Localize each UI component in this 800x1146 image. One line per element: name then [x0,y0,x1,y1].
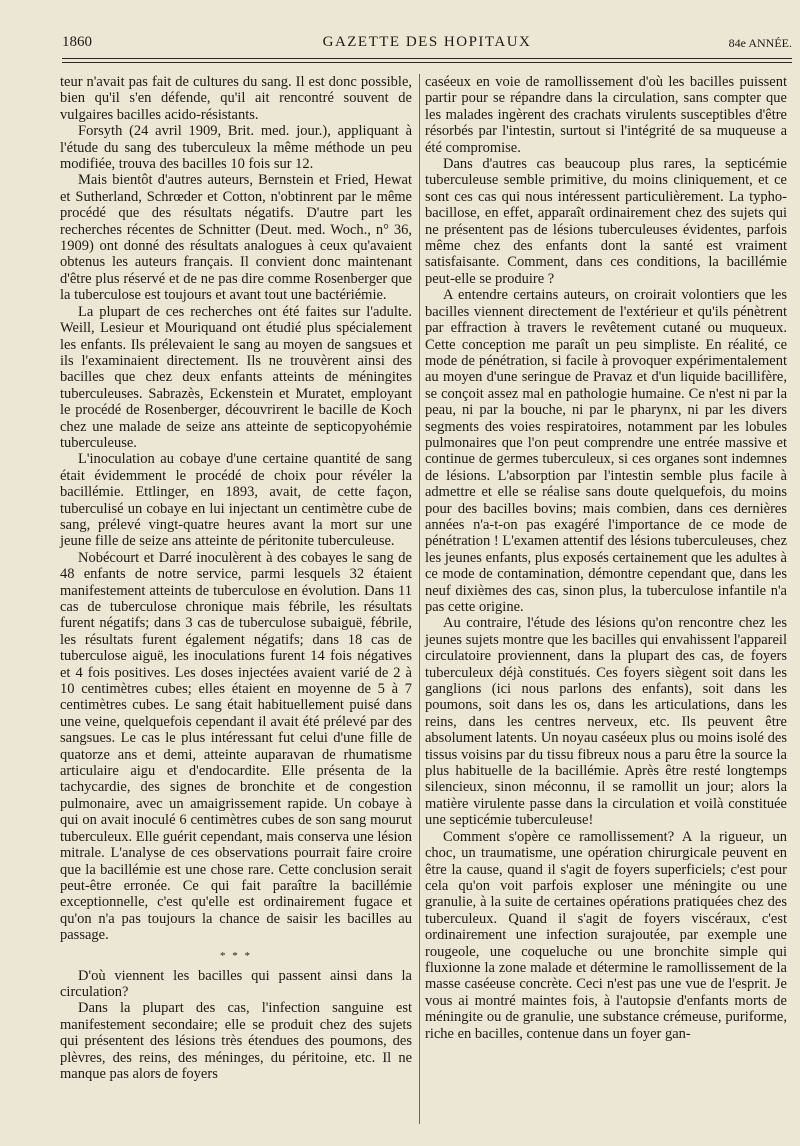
paragraph: Au contraire, l'étude des lésions qu'on rencontre chez les jeunes sujets montre que les bacilles qui envahissent l'appareil circulatoire proviennent, dans la plupart des cas, de foyers tuberculeux déjà constitués. Ces foyers siègent soit dans les ganglions (ici nous parlons des enfants), soit dans les poumons, soit dans les os, dans les articulations, dans les reins, dans les centres nerveux, etc. Ils peuvent être absolument latents. Un noyau caséeux plus ou moins isolé des tissus voisins par du tissu fibreux nous a paru être la source la plus habituelle de la bacillémie. Après être resté longtemps silencieux, sinon méconnu, il se ramollit un jour; alors la matière virulente passe dans la circulation et voilà constituée une septicémie tuberculeuse! [425,615,787,829]
paragraph: L'inoculation au cobaye d'une certaine quantité de sang était évidemment le procédé de choix pour révéler la bacillémie. Ettlinger, en 1893, avait, de cette façon, tuberculisé un cobaye en lui injectant un centimètre cube de sang, prélevé vingt-quatre heures avant la mort sur une jeune fille de seize ans atteinte de péritonite tuberculeuse. [60,451,412,550]
paragraph: Comment s'opère ce ramollissement? A la rigueur, un choc, un traumatisme, une opération chirurgicale peuvent en être la cause, quand il s'agit de foyers superficiels; c'est pour cela qu'on voit parfois exploser une méningite ou une granulie, à la suite de certaines opérations pratiquées chez des tuberculeux. Quand il s'agit de foyers viscéraux, c'est ordinairement une infection surajoutée, par exemple une rougeole, une coqueluche ou une bronchite simple qui fluxionne la zone malade et détermine le ramollissement de la masse caséeuse concrète. Ceci n'est pas une vue de l'esprit. Je vous ai montré maintes fois, à l'autopsie d'enfants morts de méningite ou de granulie, une substance crémeuse, puriforme, riche en bacilles, contenue dans un foyer gan- [425,828,787,1042]
paragraph: Dans d'autres cas beaucoup plus rares, la septicémie tuberculeuse semble primitive, du moins cliniquement, et ce sont ces cas qui nous intéressent particulièrement. La typho-bacillose, en effet, apparaît ordinairement chez des sujets qui ne présentent pas de lésions tuberculeuses évidentes, parfois même chez des enfants dont la santé est vraiment satisfaisante. Comment, dans ces conditions, la bacillémie peut-elle se produire ? [425,156,787,287]
paragraph: caséeux en voie de ramollissement d'où les bacilles puissent partir pour se répandre dans la circulation, sans compter que les malades ingèrent des crachats virulents susceptibles d'être résorbés par l'intestin, surtout si l'intégrité de sa muqueuse a été compromise. [425,74,787,156]
header-rule-double [62,62,792,63]
page-number: 1860 [62,34,92,50]
right-column [425,74,787,1042]
left-column [60,74,412,1082]
section-separator: * * * [220,949,252,962]
paragraph: Forsyth (24 avril 1909, Brit. med. jour.), appliquant à l'étude du sang des tuberculeux la même méthode un peu modifiée, trouva des bacilles 10 fois sur 12. [60,123,412,173]
paragraph: Mais bientôt d'autres auteurs, Bernstein et Fried, Hewat et Sutherland, Schrœder et Cotton, n'obtinrent par le même procédé que des résultats négatifs. D'autre part les recherches récentes de Schnitter (Deut. med. Woch., n° 36, 1909) ont donné des résultats analogues à ceux qu'avaient obtenus les auteurs français. Il convient donc maintenant d'être plus réservé et de ne pas dire comme Rosenberger que la tuberculose est toujours et avant tout une bactériémie. [60,172,412,304]
paragraph: Dans la plupart des cas, l'infection sanguine est manifestement secondaire; elle se produit chez des sujets qui présentent des lésions très étendues des poumons, des plèvres, des reins, des méninges, du péritoine, etc. Il ne manque pas alors de foyers [60,1000,412,1082]
paragraph: La plupart de ces recherches ont été faites sur l'adulte. Weill, Lesieur et Mouriquand ont étudié plus spécialement les enfants. Ils prélevaient le sang au moyen de sangsues et ils l'examinaient directement. Ils ne trouvèrent ainsi des bacilles que chez deux enfants atteints de méningites tuberculeuses. Sabrazès, Eckenstein et Muratet, employant le procédé de Rosenberger, découvrirent le bacille de Koch chez une malade de seize ans atteinte de septicopyohémie tuberculeuse. [60,303,412,451]
paragraph: D'où viennent les bacilles qui passent ainsi dans la circulation? [60,967,412,1000]
header-rule [62,58,792,59]
paragraph: Nobécourt et Darré inoculèrent à des cobayes le sang de 48 enfants de notre service, parmi lesquels 32 étaient manifestement atteints de tuberculose en évolution. Dans 11 cas de tuberculose chronique mais fébrile, les résultats furent négatifs; dans 3 cas de tuberculose subaiguë, fébrile, les résultats furent également négatifs; dans 18 cas de tuberculose aiguë, les inoculations furent 14 fois négatives et 4 fois positives. Les doses injectées avaient varié de 2 à 10 centimètres cubes; elles étaient en moyenne de 5 à 7 centimètres cubes. Le sang était habituellement puisé dans une veine, quelquefois cependant il avait été prélevé par des sangsues. Le cas le plus intéressant fut celui d'une fille de quatorze ans et demi, atteinte auparavan de rhumatisme articulaire aigu et d'endocardite. Elle présenta de la tachycardie, des signes de bronchite et de congestion pulmonaire, avec un amaigrissement rapide. Un cobaye à qui on avait inoculé 6 centimètres cubes de son sang mourut tuberculeux. Elle guérit cependant, mais conserva une lésion mitrale. L'analyse de ces observations pourrait faire croire que la bacillémie est une chose rare. Cette conclusion serait peut-être erronée. Ce qui fait paraître la bacillémie exceptionnelle, c'est qu'elle est ordinairement fugace et qu'on n'a pas toujours la chance de saisir les bacilles au passage. [60,549,412,944]
journal-title: GAZETTE DES HOPITAUX [322,34,532,50]
paragraph: A entendre certains auteurs, on croirait volontiers que les bacilles viennent directement de l'extérieur et qu'ils pénètrent par effraction à travers le revêtement cutané ou muqueux. Cette conception me paraît un peu simpliste. En réalité, ce mode de pénétration, si facile à provoquer expérimentalement au moyen d'une seringue de Pravaz et d'un liquide bacillifère, se conçoit assez mal en pathologie humaine. Ce n'est ni par la peau, ni par la bouche, ni par le pharynx, ni par les divers segments des voies respiratoires, notamment par les lobules pulmonaires que l'on peut comprendre une entrée massive et continue de germes tuberculeux, si ces organes sont indemnes de lésions. L'absorption par l'intestin semble plus facile à admettre et elle se réalise sans doute quelquefois, du moins pour des bacilles bovins; mais combien, dans ces dernières années n'a-t-on pas exagéré l'importance de ce mode de pénétration ! L'examen attentif des lésions tuberculeuses, chez les jeunes enfants, plus exposés certainement que les adultes à ce mode de contamination, démontre cependant que, dans les neuf dixièmes des cas, sinon plus, la tuberculose infantile n'a pas cette origine. [425,287,787,615]
issue-year: 84e ANNÉE. [728,36,792,50]
page-header [62,32,792,56]
paragraph: teur n'avait pas fait de cultures du sang. Il est donc possible, bien qu'il s'en défende, qu'il ait rencontré souvent de vulgaires bacilles acido-résistants. [60,74,412,123]
column-divider [419,74,420,1124]
